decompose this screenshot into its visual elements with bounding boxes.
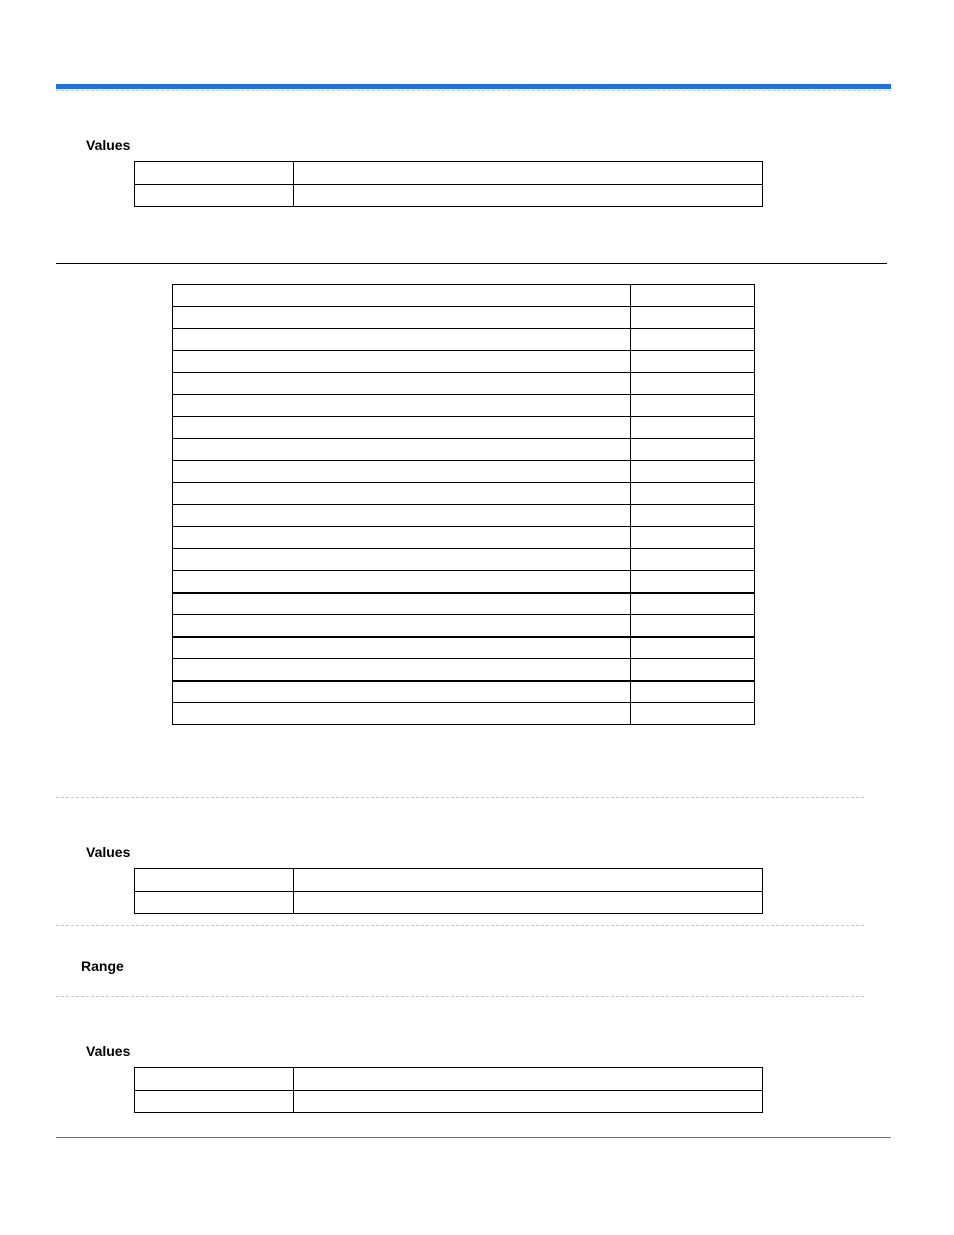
table-cell [173,659,631,681]
table-cell [135,869,294,892]
table-cell [173,439,631,461]
table-cell [631,703,755,725]
table-row [173,637,755,659]
table-cell [631,637,755,659]
table-cell [631,461,755,483]
table-row [173,703,755,725]
table-row [135,869,763,892]
table-cell [631,417,755,439]
dashed-divider [56,797,864,798]
table-cell [173,549,631,571]
table-row [173,505,755,527]
table-cell [631,659,755,681]
main-table [172,284,755,725]
table-row [135,892,763,914]
table-row [173,461,755,483]
table-cell [294,869,763,892]
table-cell [294,162,763,185]
table-cell [135,1068,294,1091]
table-cell [631,373,755,395]
table-cell [135,892,294,914]
table-row [173,329,755,351]
table-cell [631,351,755,373]
header-dashed-rule [56,90,891,91]
table-cell [631,593,755,615]
table-cell [173,505,631,527]
table-cell [173,417,631,439]
header-accent-bar [56,84,891,89]
table-row [173,681,755,703]
table-row [173,571,755,593]
values-heading-1: Values [86,137,131,153]
table-row [135,1091,763,1113]
table-cell [294,185,763,207]
table-cell [173,703,631,725]
table-row [173,615,755,637]
table-row [173,417,755,439]
table-cell [173,571,631,593]
table-row [173,351,755,373]
table-cell [173,593,631,615]
values-table-1 [134,161,763,207]
table-cell [135,1091,294,1113]
table-row [135,185,763,207]
table-cell [631,571,755,593]
table-row [135,1068,763,1091]
table-cell [173,637,631,659]
table-cell [631,505,755,527]
table-row [173,593,755,615]
dashed-divider [56,996,864,997]
table-cell [631,483,755,505]
table-cell [173,307,631,329]
table-cell [135,162,294,185]
table-row [173,373,755,395]
table-cell [631,329,755,351]
table-row [135,162,763,185]
section-divider [56,263,887,264]
table-cell [631,307,755,329]
table-cell [631,285,755,307]
table-cell [631,549,755,571]
table-row [173,549,755,571]
table-cell [173,351,631,373]
table-cell [631,395,755,417]
values-table-2 [134,868,763,914]
table-row [173,395,755,417]
range-heading: Range [81,958,124,974]
dashed-divider [56,925,864,926]
footer-rule [56,1137,891,1138]
table-cell [173,329,631,351]
table-cell [631,615,755,637]
table-row [173,659,755,681]
table-cell [631,527,755,549]
table-row [173,285,755,307]
table-cell [294,892,763,914]
values-heading-2: Values [86,844,131,860]
values-heading-3: Values [86,1043,131,1059]
values-table-3 [134,1067,763,1113]
table-cell [173,285,631,307]
table-cell [173,373,631,395]
table-row [173,439,755,461]
table-cell [173,615,631,637]
table-cell [173,527,631,549]
table-cell [631,681,755,703]
table-cell [173,395,631,417]
table-cell [294,1091,763,1113]
table-cell [135,185,294,207]
table-cell [631,439,755,461]
table-cell [173,461,631,483]
table-row [173,527,755,549]
table-cell [173,483,631,505]
table-row [173,483,755,505]
table-cell [294,1068,763,1091]
table-row [173,307,755,329]
table-cell [173,681,631,703]
